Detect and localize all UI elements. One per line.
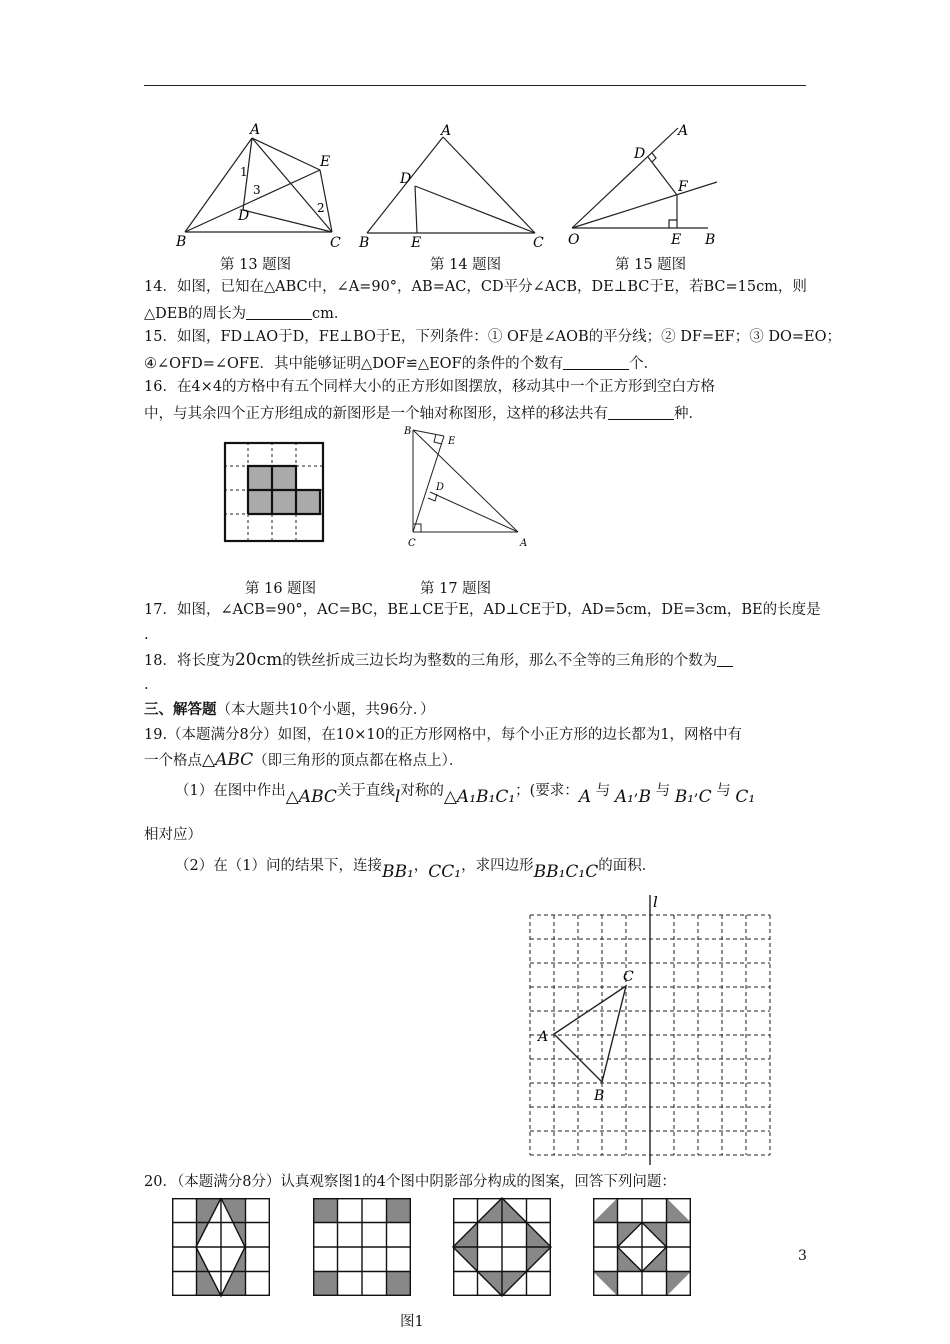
figure-17 [400,422,535,552]
q19-part2: （2）在（1）问的结果下，连接BB₁，CC₁，求四边形BB₁C₁C的面积． [175,858,657,882]
caption-fig15: 第 15 题图 [615,257,687,273]
q17-line1: 17．如图，∠ACB=90°，AC=BC，BE⊥CE于E，AD⊥CE于D，AD=5cm，DE=3cm，BE的长度是 [144,602,821,618]
q19-p1end: 相对应） [144,827,202,843]
page-number: 3 [798,1248,807,1264]
figure-20-pattern-3 [453,1198,551,1296]
caption-fig20: 图1 [400,1314,424,1330]
label-D: D [436,482,445,493]
header-rule [144,85,806,86]
label-3: 3 [253,183,261,197]
q19-pB: B [638,787,652,807]
q14-line2 [144,305,348,322]
answer-blank [246,305,312,320]
q16-line1: 16．在4×4的方格中有五个同样大小的正方形如图摆放，移动其中一个正方形到空白方格 [144,379,716,395]
label-A: A [250,122,261,138]
answer-blank [608,405,674,420]
label-2: 2 [317,201,325,215]
figure-19-grid [530,895,770,1165]
figure-14 [355,125,545,250]
label-A: A [678,123,689,139]
q16-line2a: 中，与其余四个正方形组成的新图形是一个轴对称图形，这样的移法共有 [144,406,608,422]
q19-part1: （1）在图中作出△ABC关于直线l对称的△A₁B₁C₁；(要求：A 与 A₁,B 与 B₁,C 与 C₁ [175,783,756,807]
label-C: C [330,235,341,251]
q18-line2: . [144,677,149,693]
label-l: l [653,893,658,911]
caption-fig17: 第 17 题图 [420,581,492,597]
q19-pB1: B₁ [674,787,695,807]
label-B: B [404,426,412,437]
q14-line1: 14．如图，已知在△ABC中，∠A=90°，AB=AC，CD平分∠ACB，DE⊥BC于E，若BC=15cm，则 [144,279,807,295]
q18-post: 的铁丝折成三边长均为整数的三角形，那么不全等的三角形的个数为 [282,653,718,669]
q15-line2a: ④∠OFD=∠OFE．其中能够证明△DOF≌△EOF的条件的个数有 [144,356,564,372]
q19-p2bb: BB₁ [381,862,414,882]
q19-p1tri: △ABC [285,787,337,807]
figure-13 [170,120,350,250]
q19-line2a: 一个格点 [144,753,202,769]
q19-line1: 19.（本题满分8分）如图，在10×10的正方形网格中，每个小正方形的边长都为1，网格中有 [144,727,743,743]
section3-note: （本大题共10个小题，共96分．） [216,702,435,718]
figure-20-pattern-1 [172,1198,270,1296]
q19-line2b: （即三角形的顶点都在格点上）． [253,753,464,769]
q19-pC1: C₁ [735,787,756,807]
q19-p1c: 对称的 [400,783,444,799]
q19-p1f: 与 [655,783,671,799]
label-E: E [411,235,422,251]
q19-p2a: （2）在（1）问的结果下，连接 [175,858,382,874]
q19-p1d: ；(要求： [515,783,579,799]
q19-p1b: 关于直线 [336,783,395,799]
label-B: B [705,232,716,248]
label-C: C [408,538,416,549]
label-1: 1 [240,165,248,179]
q19-p1e: 与 [595,783,611,799]
q19-pA: A [578,787,592,807]
q14-line2b: cm． [312,306,349,322]
q19-pA1: A₁ [614,787,634,807]
label-F: F [678,179,688,195]
q18-line1 [144,652,733,669]
label-E: E [320,154,331,170]
q18-big: 20cm [234,650,283,670]
q19-line2 [144,752,463,769]
label-E: E [448,436,456,447]
figure-16 [224,442,324,542]
section3-heading [144,703,435,718]
label-A: A [441,123,452,139]
q19-tri: △ABC [202,750,254,770]
label-O: O [568,232,580,248]
q19-pC: C [698,787,712,807]
label-C: C [533,235,544,251]
q19-p2b: ，求四边形 [461,858,534,874]
section3-title: 三、解答题 [144,701,217,718]
q14-line2a: △DEB的周长为 [144,306,247,322]
q19-p1l: l [394,787,401,807]
label-B: B [359,235,370,251]
answer-blank [563,355,629,370]
q18-pre: 18．将长度为 [144,653,235,669]
q19-p2cc: CC₁ [428,862,462,882]
figure-20-pattern-2 [313,1198,411,1296]
q15-line2b: 个． [629,356,659,372]
label-A: A [538,1029,549,1045]
caption-fig14: 第 14 题图 [430,257,502,273]
label-D: D [238,208,250,224]
q15-line2 [144,355,658,372]
q16-line2 [144,405,703,422]
caption-fig16: 第 16 题图 [245,581,317,597]
label-B: B [594,1088,605,1104]
q19-p1g: 与 [716,783,731,799]
q15-line1: 15．如图，FD⊥AO于D，FE⊥BO于E，下列条件：① OF是∠AOB的平分线；② DF=EF；③ DO=EO； [144,329,841,345]
q17-line2: . [144,627,149,643]
caption-fig13: 第 13 题图 [220,257,292,273]
q19-p2c: 的面积． [598,858,657,874]
label-C: C [623,969,634,985]
q20-line1: 20．（本题满分8分）认真观察图1的4个图中阴影部分构成的图案，回答下列问题： [144,1174,676,1190]
q19-p2q: BB₁C₁C [533,862,599,882]
label-E: E [671,232,682,248]
figure-20-pattern-4 [593,1198,691,1296]
label-A: A [520,538,528,549]
label-D: D [634,146,646,162]
q16-line2b: 种． [674,406,703,422]
label-B: B [176,234,187,250]
answer-blank [717,652,733,667]
q19-p1tri2: △A₁B₁C₁ [443,787,516,807]
label-D: D [400,171,412,187]
q19-p1a: （1）在图中作出 [175,783,286,799]
figure-15 [560,120,730,250]
